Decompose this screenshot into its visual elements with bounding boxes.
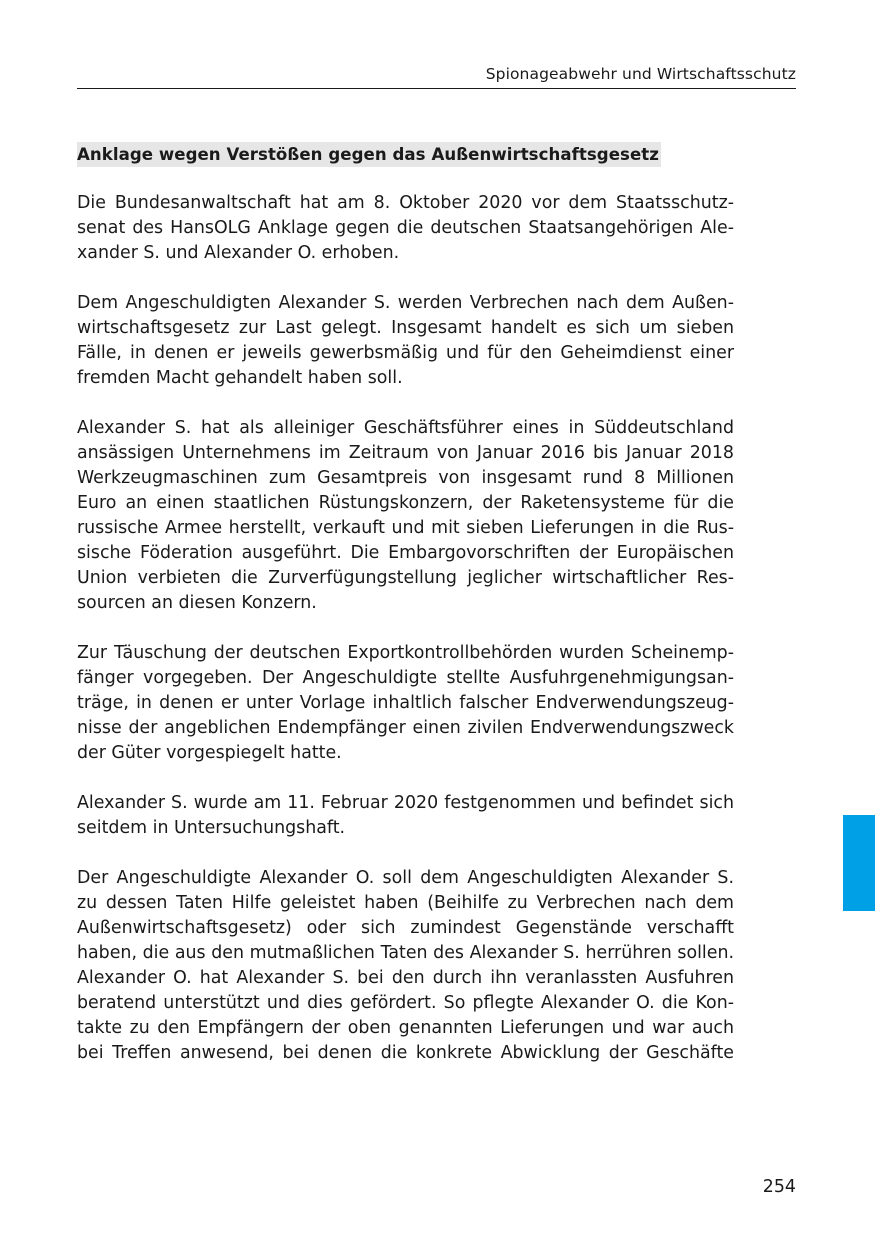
running-header: Spionageabwehr und Wirtschaftsschutz bbox=[485, 65, 796, 83]
section-heading: Anklage wegen Verstößen gegen das Außenwirtschaftsgesetz bbox=[77, 142, 661, 167]
header-divider bbox=[77, 88, 796, 89]
chapter-thumb-tab bbox=[843, 815, 875, 911]
paragraph-arrest: Alexander S. wurde am 11. Februar 2020 festgenommen und befindet sich seitdem in Untersuchungshaft. bbox=[77, 793, 734, 838]
body-text bbox=[77, 191, 734, 1091]
paragraph-deception: Zur Täuschung der deutschen Exportkontrollbehörden wurden Scheinempfänger vorgegeben. Der Angeschuldigte stellte Ausfuhrgenehmigungsanträge, in denen er unter Vorlage inhaltlich falscher Endverwendungszeugnisse der angeblichen Endempfänger einen zivilen Endverwendungszweck der Güter vorgespiegelt hatte. bbox=[77, 643, 734, 763]
paragraph-machine-tool-exports: Alexander S. hat als alleiniger Geschäftsführer eines in Süddeutschland ansässigen Unternehmens im Zeitraum von Januar 2016 bis Januar 2018 Werkzeugmaschinen zum Gesamtpreis von insgesamt rund 8 Millionen Euro an einen staatlichen Rüstungskonzern, der Raketensysteme für die russische Armee herstellt, verkauft und mit sieben Lieferungen in die Russische Föderation ausgeführt. Die Embargovorschriften der Europäischen Union verbieten die Zurverfügungstellung jeglicher wirtschaftlicher Ressourcen an diesen Konzern. bbox=[77, 418, 734, 613]
paragraph-indictment: Die Bundesanwaltschaft hat am 8. Oktober 2020 vor dem Staatsschutzsenat des HansOLG Anklage gegen die deutschen Staatsangehörigen Alexander S. und Alexander O. erhoben. bbox=[77, 193, 734, 263]
paragraph-charges-alexander-s: Dem Angeschuldigten Alexander S. werden Verbrechen nach dem Außenwirtschaftsgesetz zur Last gelegt. Insgesamt handelt es sich um sieben Fälle, in denen er jeweils gewerbsmäßig und für den Geheimdienst einer fremden Macht gehandelt haben soll. bbox=[77, 293, 734, 388]
paragraph-charges-alexander-o: Der Angeschuldigte Alexander O. soll dem Angeschuldigten Alexander S. zu dessen Taten Hilfe geleistet haben (Beihilfe zu Verbrechen nach dem Außenwirtschaftsgesetz) oder sich zumindest Gegenstände verschafft haben, die aus den mutmaßlichen Taten des Alexander S. herrühren sollen. Alexander O. hat Alexander S. bei den durch ihn veranlassten Ausfuhren beratend unterstützt und dies gefördert. So pflegte Alexander O. die Kontakte zu den Empfängern der oben genannten Lieferungen und war auch bei Treffen anwesend, bei denen die konkrete Abwicklung der Geschäfte bbox=[77, 868, 734, 1063]
page-number: 254 bbox=[762, 1177, 796, 1197]
